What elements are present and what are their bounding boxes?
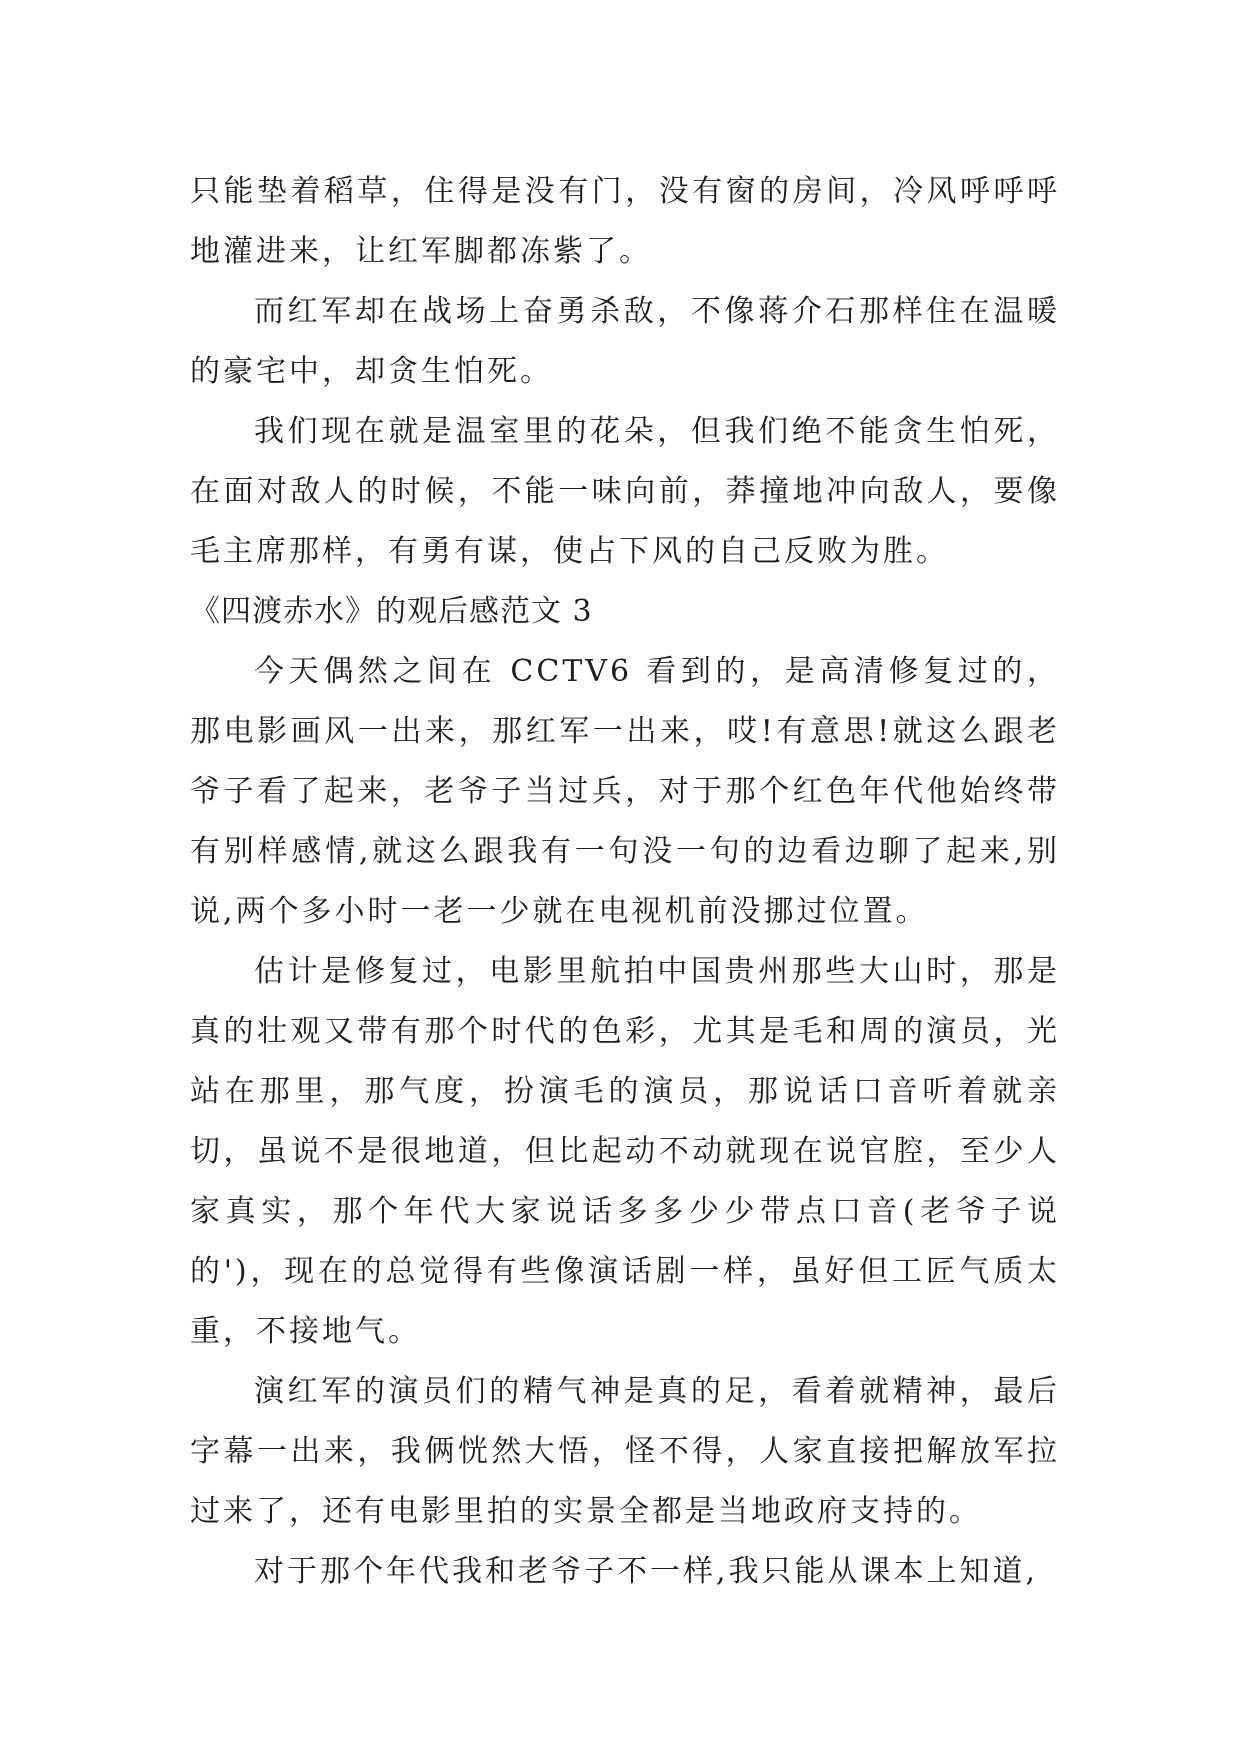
paragraph-greenhouse-flowers: 我们现在就是温室里的花朵，但我们绝不能贪生怕死，在面对敌人的时候，不能一味向前，莽撞地冲向敌人，要像毛主席那样，有勇有谋，使占下风的自己反败为胜。 bbox=[190, 414, 1060, 569]
paragraph-red-army-bravery: 而红军却在战场上奋勇杀敌，不像蒋介石那样住在温暖的豪宅中，却贪生怕死。 bbox=[190, 294, 1060, 389]
document-body bbox=[190, 162, 1060, 1602]
paragraph-continuation: 只能垫着稻草，住得是没有门，没有窗的房间，冷风呼呼呼地灌进来，让红军脚都冻紫了。 bbox=[190, 174, 1060, 269]
paragraph-that-era: 对于那个年代我和老爷子不一样,我只能从课本上知道, bbox=[254, 1554, 1039, 1589]
section-heading: 《四渡赤水》的观后感范文 3 bbox=[190, 594, 593, 629]
paragraph-cctv6-viewing: 今天偶然之间在 CCTV6 看到的，是高清修复过的，那电影画风一出来，那红军一出来，哎!有意思!就这么跟老爷子看了起来，老爷子当过兵，对于那个红色年代他始终带有别样感情,就这么跟我有一句没一句的边看边聊了起来,别说,两个多小时一老一少就在电视机前没挪过位置。 bbox=[190, 654, 1060, 929]
paragraph-restoration-actors: 估计是修复过，电影里航拍中国贵州那些大山时，那是真的壮观又带有那个时代的色彩，尤其是毛和周的演员，光站在那里，那气度，扮演毛的演员，那说话口音听着就亲切，虽说不是很地道，但比起动不动就现在说官腔，至少人家真实，那个年代大家说话多多少少带点口音(老爷子说的')，现在的总觉得有些像演话剧一样，虽好但工匠气质太重，不接地气。 bbox=[190, 954, 1060, 1349]
paragraph-actors-spirit: 演红军的演员们的精气神是真的足，看着就精神，最后字幕一出来，我俩恍然大悟，怪不得，人家直接把解放军拉过来了，还有电影里拍的实景全都是当地政府支持的。 bbox=[190, 1374, 1060, 1529]
